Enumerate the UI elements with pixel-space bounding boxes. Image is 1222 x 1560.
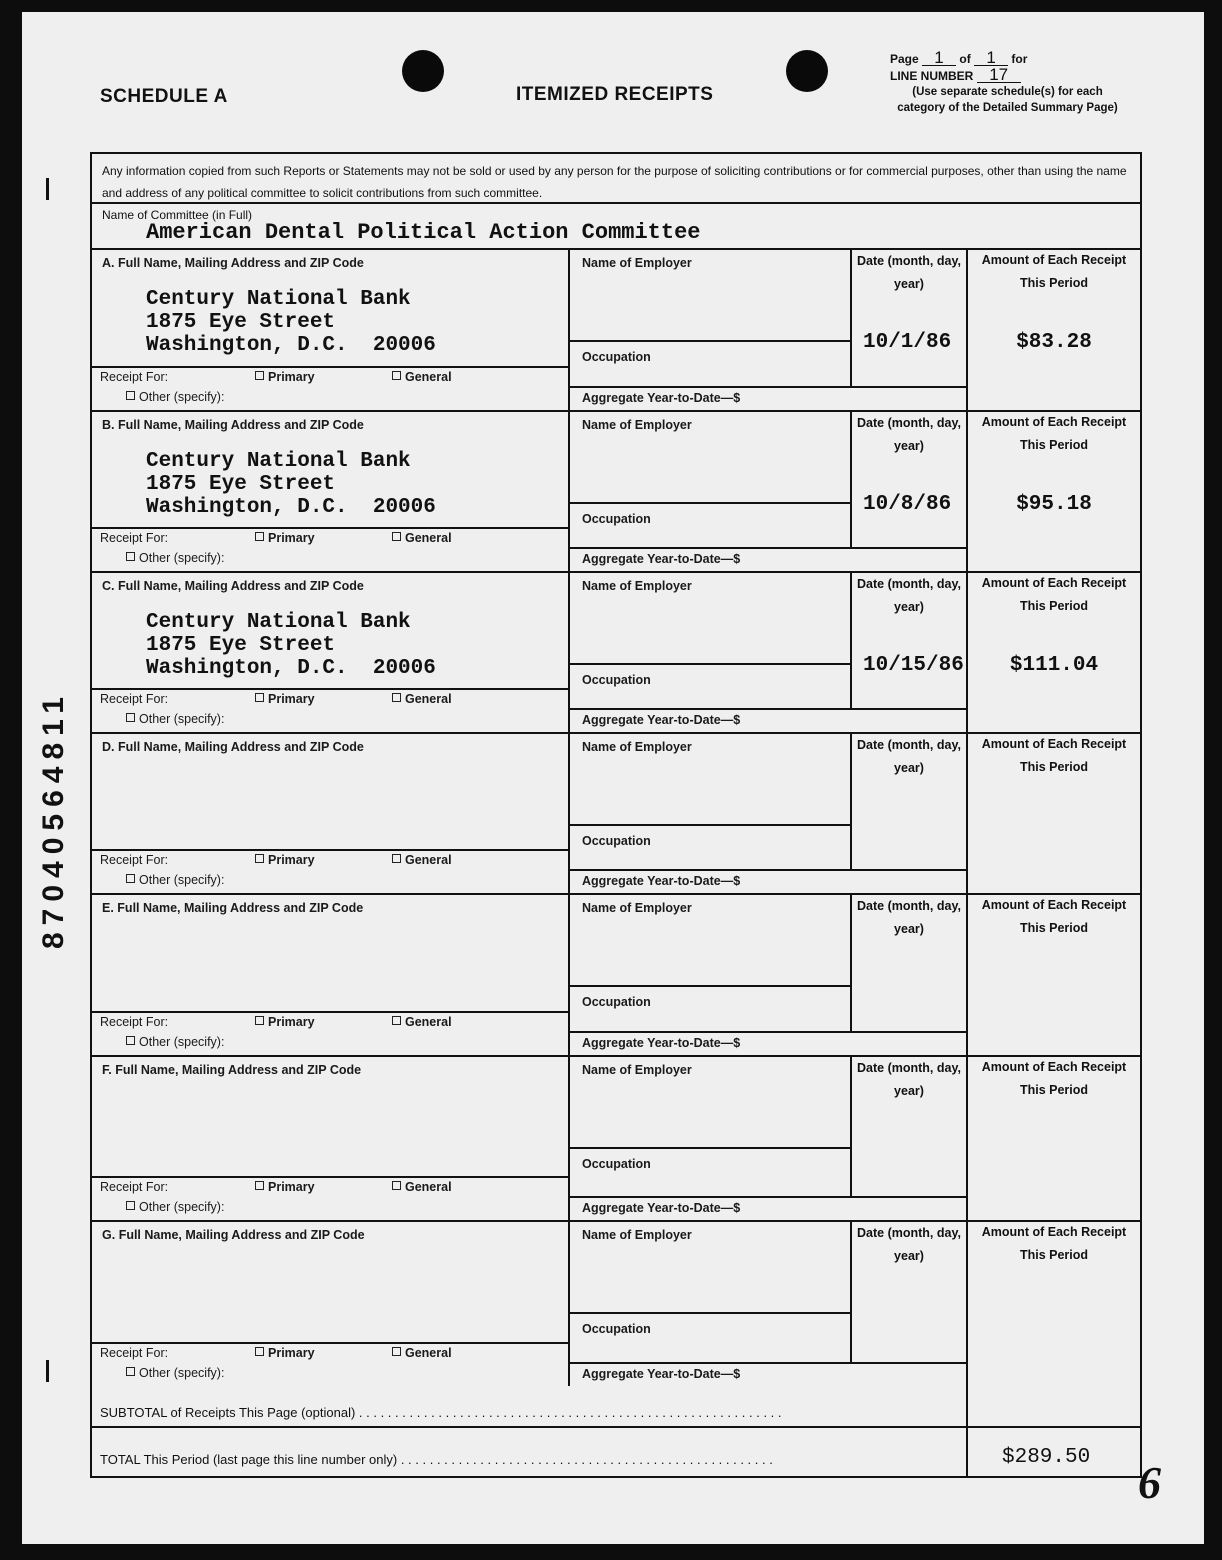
other-checkbox — [126, 1201, 135, 1210]
aggregate-divider — [569, 708, 967, 710]
receipt-divider — [90, 1011, 568, 1013]
entry-label — [102, 256, 364, 270]
employer-label: Name of Employer — [582, 901, 692, 915]
contributor-street: 1875 Eye Street — [146, 473, 336, 496]
primary-label: Primary — [268, 370, 315, 384]
occupation-divider — [569, 985, 851, 987]
committee-name: American Dental Political Action Committee — [146, 220, 701, 245]
primary-checkbox — [255, 693, 264, 702]
amount-header: Amount of Each Receipt This Period — [981, 1225, 1127, 1262]
entry-field-label: Full Name, Mailing Address and ZIP Code — [117, 740, 364, 754]
aggregate-divider — [569, 386, 967, 388]
primary-checkbox — [255, 1347, 264, 1356]
entry-letter: C. — [102, 579, 115, 593]
of-label: of — [959, 52, 971, 66]
entry-letter: E. — [102, 901, 114, 915]
primary-label: Primary — [268, 1180, 315, 1194]
receipt-for-label: Receipt For: — [100, 692, 169, 706]
aggregate-divider — [569, 547, 967, 549]
primary-option — [255, 692, 315, 706]
general-checkbox — [392, 693, 401, 702]
occupation-label: Occupation — [582, 1157, 651, 1171]
punch-hole-right — [786, 50, 828, 92]
primary-option — [255, 1015, 315, 1029]
receipt-for-label: Receipt For: — [100, 531, 169, 545]
date-header: Date (month, day, year) — [857, 416, 961, 453]
total-label: TOTAL This Period (last page this line number only) . . . . . . . . . . . . . . . . . . . . . . . . . . . . . . . . . . . . . . . . . . . . . . . . . . . . — [100, 1452, 773, 1467]
receipt-divider — [90, 1176, 568, 1178]
entry-label — [102, 579, 364, 593]
other-label: Other (specify): — [139, 873, 225, 887]
aggregate-divider — [569, 869, 967, 871]
general-option — [392, 370, 452, 384]
receipt-for-row — [100, 692, 560, 706]
other-row — [126, 1035, 224, 1049]
page-info — [890, 50, 1125, 116]
receipt-divider — [90, 688, 568, 690]
primary-option — [255, 370, 315, 384]
general-checkbox — [392, 1347, 401, 1356]
other-checkbox — [126, 1036, 135, 1045]
occupation-divider — [569, 1312, 851, 1314]
occupation-label: Occupation — [582, 350, 651, 364]
primary-option — [255, 531, 315, 545]
general-option — [392, 1015, 452, 1029]
receipt-for-label: Receipt For: — [100, 1346, 169, 1360]
form-title: ITEMIZED RECEIPTS — [516, 84, 714, 105]
date-header: Date (month, day, year) — [857, 577, 961, 614]
general-option — [392, 692, 452, 706]
contributor-name: Century National Bank — [146, 450, 411, 473]
primary-label: Primary — [268, 692, 315, 706]
contributor-street: 1875 Eye Street — [146, 634, 336, 657]
general-label: General — [405, 370, 452, 384]
margin-mark-top — [46, 178, 49, 200]
other-row — [126, 1200, 224, 1214]
general-label: General — [405, 692, 452, 706]
other-label: Other (specify): — [139, 390, 225, 404]
entry-letter: A. — [102, 256, 115, 270]
general-label: General — [405, 1346, 452, 1360]
receipt-for-label: Receipt For: — [100, 1180, 169, 1194]
receipt-divider — [90, 366, 568, 368]
receipt-divider — [90, 527, 568, 529]
side-document-number: 87040564811 — [37, 690, 70, 950]
entry-field-label: Full Name, Mailing Address and ZIP Code — [117, 256, 364, 270]
other-checkbox — [126, 874, 135, 883]
general-label: General — [405, 531, 452, 545]
aggregate-label: Aggregate Year-to-Date—$ — [582, 874, 741, 888]
divider — [90, 202, 1142, 204]
other-checkbox — [126, 391, 135, 400]
entry-letter: B. — [102, 418, 115, 432]
contributor-city: Washington, D.C. 20006 — [146, 657, 436, 680]
entry-field-label: Full Name, Mailing Address and ZIP Code — [118, 1228, 365, 1242]
other-label: Other (specify): — [139, 712, 225, 726]
receipt-for-label: Receipt For: — [100, 853, 169, 867]
contributor-name: Century National Bank — [146, 611, 411, 634]
aggregate-divider — [569, 1031, 967, 1033]
occupation-divider — [569, 824, 851, 826]
occupation-divider — [569, 1147, 851, 1149]
total-amount: $289.50 — [1002, 1446, 1091, 1469]
general-checkbox — [392, 532, 401, 541]
column-divider — [568, 248, 570, 1386]
primary-checkbox — [255, 371, 264, 380]
entry-letter: G. — [102, 1228, 116, 1242]
amount-header: Amount of Each Receipt This Period — [981, 1060, 1127, 1097]
line-number: 17 — [977, 67, 1021, 83]
contributor-city: Washington, D.C. 20006 — [146, 334, 436, 357]
schedule-note: (Use separate schedule(s) for each category of the Detailed Summary Page) — [897, 86, 1118, 114]
aggregate-divider — [569, 1362, 967, 1364]
occupation-label: Occupation — [582, 1322, 651, 1336]
general-option — [392, 1180, 452, 1194]
divider — [90, 1426, 1142, 1428]
occupation-label: Occupation — [582, 512, 651, 526]
general-checkbox — [392, 1016, 401, 1025]
amount-header: Amount of Each Receipt This Period — [981, 415, 1127, 452]
receipt-for-row — [100, 531, 560, 545]
general-option — [392, 1346, 452, 1360]
employer-label: Name of Employer — [582, 579, 692, 593]
occupation-divider — [569, 663, 851, 665]
entry-label — [102, 1228, 365, 1242]
receipt-date: 10/15/86 — [863, 654, 964, 677]
general-option — [392, 531, 452, 545]
other-checkbox — [126, 1367, 135, 1376]
date-header: Date (month, day, year) — [857, 738, 961, 775]
general-label: General — [405, 1015, 452, 1029]
general-checkbox — [392, 854, 401, 863]
entry-field-label: Full Name, Mailing Address and ZIP Code — [117, 579, 364, 593]
date-header: Date (month, day, year) — [857, 899, 961, 936]
other-row — [126, 390, 224, 404]
employer-label: Name of Employer — [582, 740, 692, 754]
other-checkbox — [126, 713, 135, 722]
page-total: 1 — [974, 50, 1008, 66]
amount-header: Amount of Each Receipt This Period — [981, 253, 1127, 290]
other-row — [126, 1366, 224, 1380]
line-number-label: LINE NUMBER — [890, 69, 974, 83]
subtotal-label: SUBTOTAL of Receipts This Page (optional) . . . . . . . . . . . . . . . . . . . . . . . . . . . . . . . . . . . . . . . . . . . . . . . . . . . . . . . . . . . — [100, 1405, 782, 1420]
punch-hole-left — [402, 50, 444, 92]
contributor-city: Washington, D.C. 20006 — [146, 496, 436, 519]
contributor-street: 1875 Eye Street — [146, 311, 336, 334]
employer-label: Name of Employer — [582, 418, 692, 432]
receipt-divider — [90, 849, 568, 851]
receipt-for-label: Receipt For: — [100, 370, 169, 384]
primary-label: Primary — [268, 853, 315, 867]
primary-checkbox — [255, 1016, 264, 1025]
date-header: Date (month, day, year) — [857, 1061, 961, 1098]
receipt-for-row — [100, 370, 560, 384]
receipt-date: 10/1/86 — [863, 331, 952, 354]
occupation-label: Occupation — [582, 834, 651, 848]
receipt-for-row — [100, 1180, 560, 1194]
entry-label — [102, 1063, 361, 1077]
other-label: Other (specify): — [139, 1366, 225, 1380]
aggregate-label: Aggregate Year-to-Date—$ — [582, 1201, 741, 1215]
amount-header: Amount of Each Receipt This Period — [981, 737, 1127, 774]
employer-label: Name of Employer — [582, 1063, 692, 1077]
usage-notice: Any information copied from such Reports or Statements may not be sold or used by any person for the purpose of soliciting contributions or for commercial purposes, other than using the name and address of any political committee to solicit contributions from such committee. — [102, 164, 1127, 200]
employer-label: Name of Employer — [582, 1228, 692, 1242]
primary-option — [255, 1346, 315, 1360]
occupation-divider — [569, 340, 851, 342]
receipt-for-row — [100, 1015, 560, 1029]
occupation-divider — [569, 502, 851, 504]
other-label: Other (specify): — [139, 1200, 225, 1214]
occupation-label: Occupation — [582, 673, 651, 687]
primary-checkbox — [255, 854, 264, 863]
amount-header: Amount of Each Receipt This Period — [981, 898, 1127, 935]
primary-checkbox — [255, 532, 264, 541]
receipt-divider — [90, 1342, 568, 1344]
primary-option — [255, 1180, 315, 1194]
entry-letter: D. — [102, 740, 115, 754]
aggregate-label: Aggregate Year-to-Date—$ — [582, 713, 741, 727]
other-checkbox — [126, 552, 135, 561]
entry-label — [102, 740, 364, 754]
date-header: Date (month, day, year) — [857, 254, 961, 291]
primary-label: Primary — [268, 1015, 315, 1029]
date-header: Date (month, day, year) — [857, 1226, 961, 1263]
other-label: Other (specify): — [139, 551, 225, 565]
employer-label: Name of Employer — [582, 256, 692, 270]
other-label: Other (specify): — [139, 1035, 225, 1049]
handwritten-mark: 6 — [1138, 1457, 1161, 1508]
general-option — [392, 853, 452, 867]
entry-label — [102, 418, 364, 432]
contributor-name: Century National Bank — [146, 288, 411, 311]
general-label: General — [405, 853, 452, 867]
receipt-amount: $111.04 — [1009, 654, 1099, 677]
aggregate-label: Aggregate Year-to-Date—$ — [582, 391, 741, 405]
general-checkbox — [392, 371, 401, 380]
entry-field-label: Full Name, Mailing Address and ZIP Code — [117, 901, 364, 915]
schedule-label: SCHEDULE A — [100, 86, 228, 107]
entry-letter: F. — [102, 1063, 112, 1077]
entry-field-label: Full Name, Mailing Address and ZIP Code — [117, 418, 364, 432]
entry-field-label: Full Name, Mailing Address and ZIP Code — [115, 1063, 362, 1077]
primary-label: Primary — [268, 1346, 315, 1360]
receipt-amount: $95.18 — [1016, 493, 1092, 516]
aggregate-label: Aggregate Year-to-Date—$ — [582, 1036, 741, 1050]
amount-header: Amount of Each Receipt This Period — [981, 576, 1127, 613]
committee-label: Name of Committee (in Full) — [102, 208, 253, 222]
primary-option — [255, 853, 315, 867]
receipt-date: 10/8/86 — [863, 493, 952, 516]
general-checkbox — [392, 1181, 401, 1190]
occupation-label: Occupation — [582, 995, 651, 1009]
receipt-amount: $83.28 — [1016, 331, 1092, 354]
entry-label — [102, 901, 363, 915]
other-row — [126, 873, 224, 887]
primary-label: Primary — [268, 531, 315, 545]
aggregate-divider — [569, 1196, 967, 1198]
primary-checkbox — [255, 1181, 264, 1190]
margin-mark-bottom — [46, 1360, 49, 1382]
general-label: General — [405, 1180, 452, 1194]
other-row — [126, 712, 224, 726]
receipt-for-row — [100, 1346, 560, 1360]
aggregate-label: Aggregate Year-to-Date—$ — [582, 552, 741, 566]
page-label: Page — [890, 52, 919, 66]
for-label: for — [1011, 52, 1028, 66]
other-row — [126, 551, 224, 565]
receipt-for-label: Receipt For: — [100, 1015, 169, 1029]
page-number: 1 — [922, 50, 956, 66]
aggregate-label: Aggregate Year-to-Date—$ — [582, 1367, 741, 1381]
receipt-for-row — [100, 853, 560, 867]
